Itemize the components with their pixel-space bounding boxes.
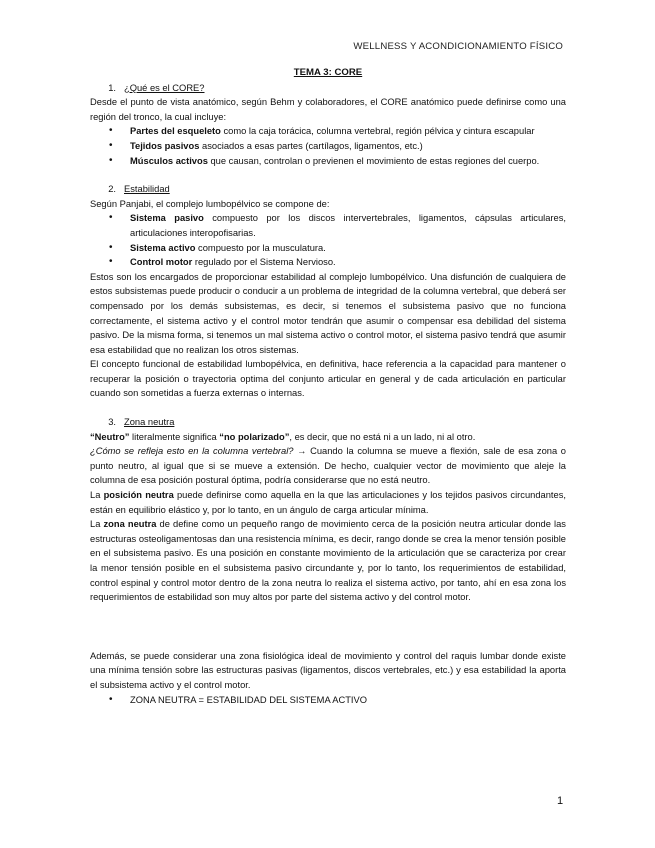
neutral-definition — [90, 430, 566, 445]
neutral-zone-paragraph — [90, 517, 566, 605]
section-title: Zona neutra — [124, 417, 175, 428]
final-bullets — [90, 693, 566, 708]
list-item — [90, 154, 566, 169]
list-item — [90, 124, 566, 139]
section-title: Estabilidad — [124, 184, 170, 195]
bullet-icon: • — [109, 125, 113, 137]
spacer — [90, 401, 566, 415]
arrow-icon: → — [293, 446, 311, 457]
section-2-paragraph-2: El concepto funcional de estabilidad lumbopélvica, en definitiva, hace referencia a la capacidad para mantener o recuperar la posición o trayectoria optima del conjunto articular en general y de cada articulación en particular cuando son sometidas a fuerza externas o internas. — [90, 359, 566, 399]
bold-term: zona neutra — [103, 519, 157, 530]
italic-question: ¿Cómo se refleja esto en la columna vertebral? — [90, 446, 294, 457]
text-run: , es decir, que no está ni a un lado, ni al otro. — [289, 431, 476, 442]
final-paragraph: Además, se puede considerar una zona fisiológica ideal de movimiento y control del raquis lumbar donde existe una mínima tensión sobre las estructuras pasivas (ligamentos, discos vertebrales, etc.) y esa estabilidad la aporta el subsistema activo y el control motor. — [90, 650, 566, 690]
bullet-icon: • — [109, 154, 113, 166]
quoted-term: “Neutro” — [90, 431, 130, 442]
bullet-icon: • — [109, 212, 113, 224]
bullet-icon: • — [109, 693, 113, 705]
list-item — [90, 693, 566, 708]
spine-question — [90, 444, 566, 488]
bullet-text: como la caja torácica, columna vertebral, región pélvica y cintura escapular — [220, 126, 535, 137]
page-number: 1 — [557, 795, 564, 807]
section-1-heading — [90, 81, 566, 96]
section-1-intro: Desde el punto de vista anatómico, según Behm y colaboradores, el CORE anatómico puede definirse como una región del tronco, la cual incluye: — [90, 97, 566, 122]
bullet-term: Músculos activos — [130, 155, 208, 166]
bullet-text: asociados a esas partes (cartílagos, ligamentos, etc.) — [199, 140, 423, 151]
text-run: Cuando la columna se mueve a flexión, sale de esa zona o punto neutro, al igual que si se mueve a extensión. De hecho, cualquier vector de movimiento que aleje la columna de esa posición postural óptima, podría considerarse que no está neutro. — [90, 446, 566, 486]
bullet-text: regulado por el Sistema Nervioso. — [192, 257, 336, 268]
spacer — [90, 605, 566, 649]
running-header: WELLNESS Y ACONDICIONAMIENTO FÍSICO — [353, 41, 563, 52]
section-number: 1. — [108, 82, 116, 93]
text-run: puede definirse como aquella en la que las articulaciones y los tejidos pasivos circundantes, están en equilibrio elástico y, por lo tanto, en un ángulo de carga articular mínima. — [90, 490, 566, 515]
bullet-icon: • — [109, 241, 113, 253]
bullet-text: compuesto por los discos intervertebrales, ligamentos, cápsulas articulares, articulaciones interopofisarias. — [130, 213, 566, 238]
text-run: de define como un pequeño rango de movimiento cerca de la posición neutra articular donde las estructuras osteoligamentosas dan una resistencia mínima, es decir, rango donde se crea la menor tensión posible en el subsistema pasivo. Es una posición en constante movimiento de la articulación que se caracteriza por crear la menor tensión posible en el subsistema pasivo circundante y, por lo tanto, los requerimientos de estabilidad, control espinal y control motor dentro de la zona neutra lo realiza el sistema activo, por tanto, ahí en esa zona los requerimientos de estabilidad son muy altos por parte del sistema activo y del control motor. — [90, 519, 566, 603]
section-2-heading — [90, 182, 566, 197]
section-2-bullets — [90, 211, 566, 269]
list-item — [90, 211, 566, 240]
bullet-text: ZONA NEUTRA = ESTABILIDAD DEL SISTEMA ACTIVO — [130, 694, 368, 705]
bullet-term: Tejidos pasivos — [130, 140, 200, 151]
bullet-icon: • — [109, 139, 113, 151]
bullet-term: Control motor — [130, 257, 193, 268]
list-item — [90, 139, 566, 154]
text-run: literalmente significa — [129, 431, 220, 442]
document-body — [90, 66, 566, 707]
section-number: 3. — [108, 417, 116, 428]
section-number: 2. — [108, 184, 116, 195]
neutral-position-paragraph — [90, 488, 566, 517]
page-title: TEMA 3: CORE — [293, 67, 363, 78]
section-1-bullets — [90, 124, 566, 168]
list-item — [90, 241, 566, 256]
spacer — [90, 168, 566, 182]
bullet-text: que causan, controlan o previenen el movimiento de estas regiones del cuerpo. — [207, 155, 540, 166]
section-3-heading — [90, 415, 566, 430]
text-run: La — [90, 519, 104, 530]
section-title: ¿Qué es el CORE? — [124, 82, 205, 93]
bullet-icon: • — [109, 256, 113, 268]
bullet-term: Sistema pasivo — [130, 213, 204, 224]
quoted-term: “no polarizado” — [219, 431, 290, 442]
bullet-term: Partes del esqueleto — [130, 126, 221, 137]
bold-term: posición neutra — [103, 490, 174, 501]
section-2-intro: Según Panjabi, el complejo lumbopélvico se compone de: — [90, 198, 330, 209]
bullet-text: compuesto por la musculatura. — [195, 242, 326, 253]
bullet-term: Sistema activo — [130, 242, 196, 253]
text-run: La — [90, 490, 104, 501]
list-item — [90, 255, 566, 270]
section-2-paragraph-1: Estos son los encargados de proporcionar estabilidad al complejo lumbopélvico. Una disfunción de cualquiera de estos subsistemas puede producir o conducir a un problema de integridad de la columna vertebral, que deberá ser compensado por los demás subsistemas, es decir, si tenemos el subsistema pasivo que no funciona correctamente, el sistema activo y el control motor tendrán que asumir o compensar esa debilidad del sistema pasivo. De la misma forma, si tenemos un mal sistema activo o control motor, el sistema pasivo tendrá que asumir esa estabilidad que no realizan los otros sistemas. — [90, 271, 566, 355]
